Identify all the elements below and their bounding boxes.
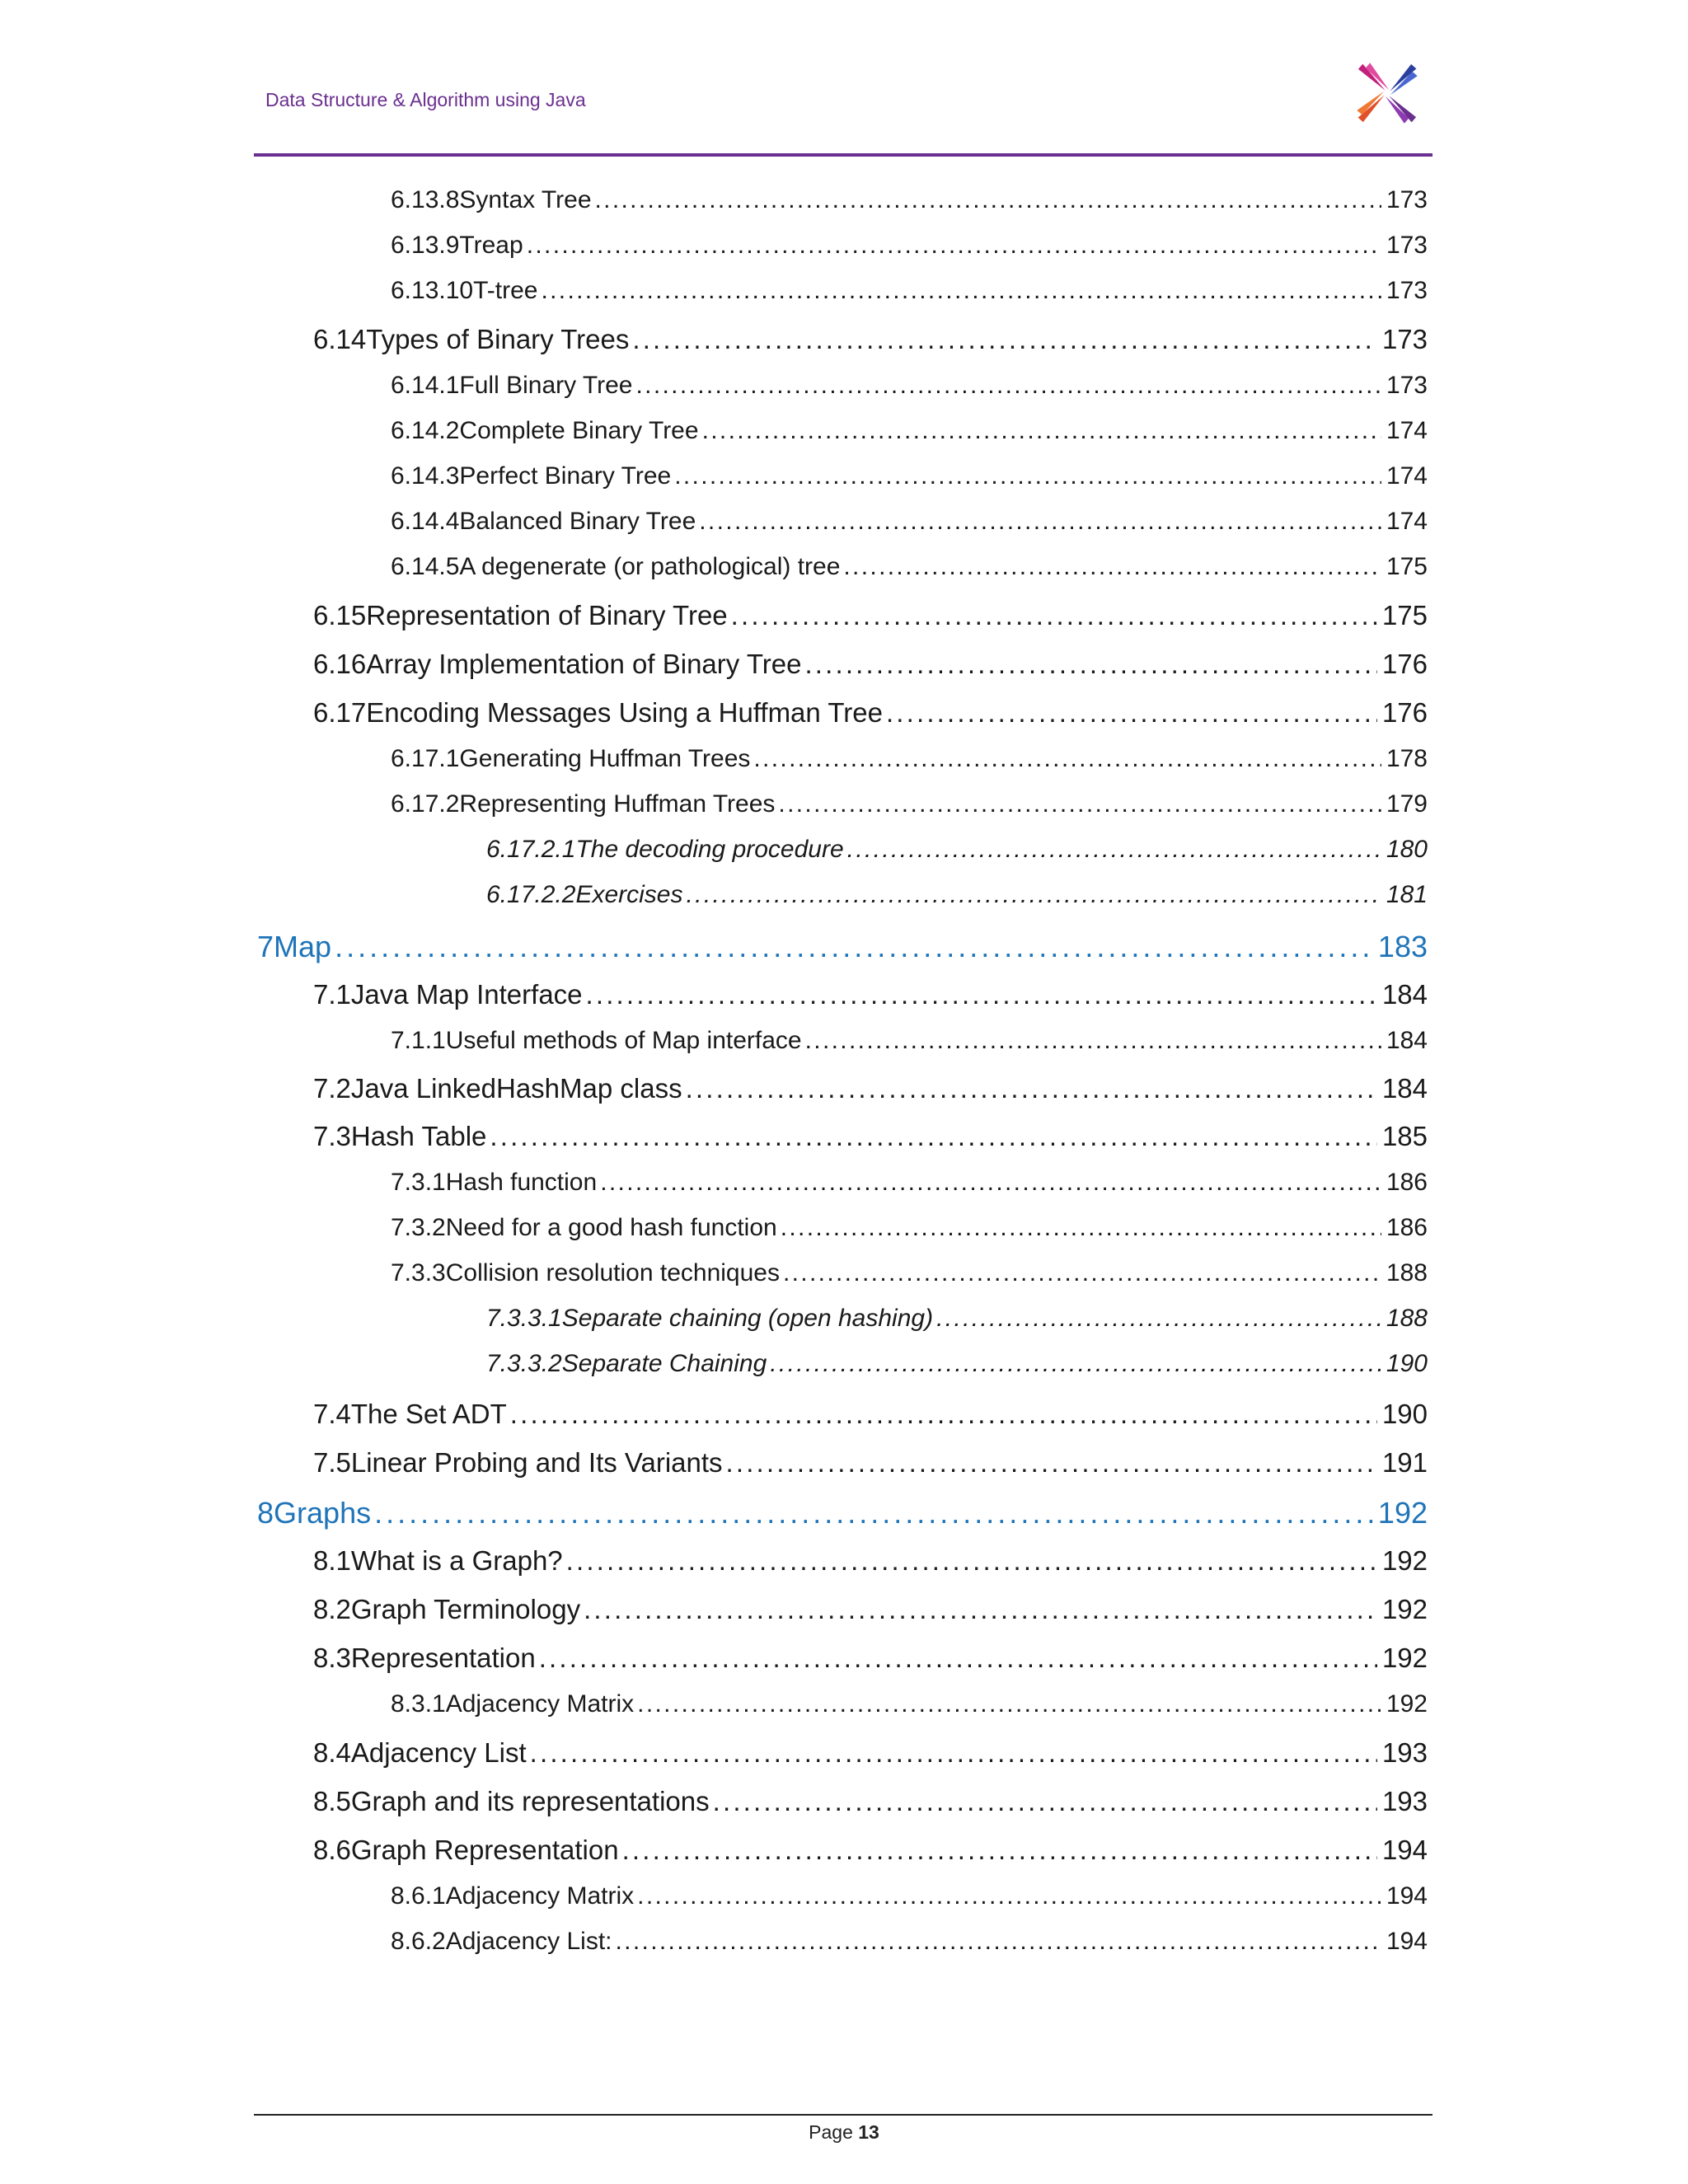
toc-entry[interactable] bbox=[391, 372, 1428, 400]
toc-entry-title: Separate Chaining bbox=[561, 1350, 767, 1377]
toc-entry-number: 6.14 bbox=[313, 324, 367, 354]
toc-entry[interactable] bbox=[391, 508, 1428, 536]
toc-entry-page: 173 bbox=[1386, 186, 1428, 213]
toc-entry-number: 8 bbox=[257, 1496, 274, 1530]
toc-entry-number: 8.5 bbox=[313, 1786, 351, 1816]
toc-dot-leader bbox=[490, 1121, 1377, 1152]
toc-entry[interactable] bbox=[313, 1447, 1428, 1479]
toc-entry-title: Generating Huffman Trees bbox=[459, 745, 751, 772]
toc-entry-title: Graph and its representations bbox=[350, 1786, 710, 1816]
toc-entry-page: 192 bbox=[1381, 1594, 1428, 1624]
toc-entry-title: The decoding procedure bbox=[575, 836, 844, 863]
toc-entry-title: Perfect Binary Tree bbox=[459, 462, 672, 490]
toc-entry[interactable] bbox=[257, 930, 1428, 964]
toc-entry[interactable] bbox=[313, 324, 1428, 355]
toc-dot-leader bbox=[539, 1643, 1377, 1674]
toc-entry-title: Useful methods of Map interface bbox=[445, 1027, 802, 1054]
toc-entry-number: 6.14.3 bbox=[391, 462, 460, 490]
toc-dot-leader bbox=[622, 1835, 1377, 1866]
toc-entry-number: 8.4 bbox=[313, 1737, 351, 1768]
toc-dot-leader bbox=[783, 1259, 1381, 1287]
toc-dot-leader bbox=[847, 836, 1381, 864]
toc-dot-leader bbox=[374, 1496, 1373, 1530]
toc-entry[interactable] bbox=[313, 649, 1428, 680]
toc-entry-title: Graph Terminology bbox=[350, 1594, 581, 1624]
toc-dot-leader bbox=[600, 1169, 1381, 1197]
page-number: 13 bbox=[858, 2121, 879, 2143]
toc-entry-number: 6.16 bbox=[313, 649, 367, 679]
toc-entry-page: 174 bbox=[1386, 508, 1428, 535]
toc-dot-leader bbox=[886, 697, 1377, 729]
page-label: Page bbox=[809, 2121, 853, 2143]
toc-entry-page: 193 bbox=[1381, 1737, 1428, 1768]
toc-entry-number: 6.13.8 bbox=[391, 186, 460, 213]
toc-entry-page: 175 bbox=[1381, 600, 1428, 630]
toc-dot-leader bbox=[527, 232, 1381, 260]
toc-entry[interactable] bbox=[313, 1737, 1428, 1769]
toc-dot-leader bbox=[586, 979, 1377, 1010]
toc-entry-title: Encoding Messages Using a Huffman Tree bbox=[366, 697, 883, 728]
toc-entry-title: Types of Binary Trees bbox=[366, 324, 630, 354]
toc-entry[interactable] bbox=[313, 697, 1428, 729]
toc-entry-page: 193 bbox=[1381, 1786, 1428, 1816]
toc-entry-number: 7.3.3.2 bbox=[486, 1350, 562, 1377]
toc-dot-leader bbox=[726, 1447, 1377, 1479]
toc-entry[interactable] bbox=[313, 1594, 1428, 1625]
toc-entry-title: Collision resolution techniques bbox=[445, 1259, 780, 1286]
toc-entry-number: 6.15 bbox=[313, 600, 367, 630]
toc-entry[interactable] bbox=[391, 1882, 1428, 1910]
toc-entry[interactable] bbox=[391, 1169, 1428, 1197]
toc-entry-number: 6.17 bbox=[313, 697, 367, 728]
toc-dot-leader bbox=[778, 790, 1381, 818]
toc-dot-leader bbox=[702, 417, 1381, 445]
toc-dot-leader bbox=[804, 649, 1376, 680]
toc-dot-leader bbox=[843, 553, 1381, 581]
toc-entry-title: Syntax Tree bbox=[459, 186, 592, 213]
toc-dot-leader bbox=[805, 1027, 1381, 1055]
toc-dot-leader bbox=[713, 1786, 1377, 1817]
toc-entry-title: Representing Huffman Trees bbox=[459, 790, 776, 818]
toc-entry[interactable] bbox=[391, 553, 1428, 581]
toc-entry[interactable] bbox=[391, 462, 1428, 490]
toc-entry-page: 173 bbox=[1386, 372, 1428, 399]
toc-dot-leader bbox=[699, 508, 1381, 536]
toc-entry-page: 173 bbox=[1381, 324, 1428, 354]
toc-entry-page: 178 bbox=[1386, 745, 1428, 772]
toc-dot-leader bbox=[781, 1214, 1381, 1242]
toc-entry-page: 174 bbox=[1386, 462, 1428, 490]
toc-entry-title: Hash Table bbox=[350, 1121, 487, 1151]
toc-entry-page: 190 bbox=[1381, 1399, 1428, 1429]
toc-entry-number: 7.3 bbox=[313, 1121, 351, 1151]
toc-entry[interactable] bbox=[391, 186, 1428, 214]
toc-dot-leader bbox=[632, 324, 1377, 355]
toc-entry-page: 175 bbox=[1386, 553, 1428, 580]
toc-entry-title: Java LinkedHashMap class bbox=[350, 1073, 682, 1104]
toc-entry-page: 174 bbox=[1386, 417, 1428, 444]
toc-dot-leader bbox=[686, 881, 1381, 909]
toc-entry-number: 6.17.2.2 bbox=[486, 881, 576, 908]
toc-entry-number: 8.6.1 bbox=[391, 1882, 446, 1910]
toc-entry[interactable] bbox=[486, 836, 1428, 864]
toc-entry-title: Graph Representation bbox=[350, 1835, 619, 1865]
toc-entry[interactable] bbox=[391, 1690, 1428, 1718]
toc-entry-title: Adjacency List: bbox=[445, 1928, 612, 1955]
toc-entry[interactable] bbox=[391, 1027, 1428, 1055]
toc-entry[interactable] bbox=[313, 1399, 1428, 1430]
toc-entry-title: Representation of Binary Tree bbox=[366, 600, 728, 630]
toc-dot-leader bbox=[936, 1305, 1381, 1333]
toc-entry-page: 176 bbox=[1381, 649, 1428, 679]
toc-entry[interactable] bbox=[486, 1305, 1428, 1333]
toc-entry-number: 8.1 bbox=[313, 1545, 351, 1576]
toc-entry-page: 194 bbox=[1386, 1882, 1428, 1910]
toc-entry-number: 8.3 bbox=[313, 1643, 351, 1673]
toc-entry-number: 6.17.2.1 bbox=[486, 836, 576, 863]
toc-dot-leader bbox=[566, 1545, 1377, 1577]
toc-entry-page: 192 bbox=[1381, 1643, 1428, 1673]
toc-dot-leader bbox=[595, 186, 1381, 214]
toc-entry-title: Hash function bbox=[445, 1169, 598, 1196]
toc-entry-page: 191 bbox=[1381, 1447, 1428, 1478]
toc-entry-title: The Set ADT bbox=[350, 1399, 507, 1429]
toc-entry-number: 6.13.9 bbox=[391, 232, 460, 259]
toc-entry[interactable] bbox=[313, 1121, 1428, 1152]
toc-entry-page: 184 bbox=[1381, 1073, 1428, 1104]
toc-entry-number: 7.3.1 bbox=[391, 1169, 446, 1196]
toc-dot-leader bbox=[541, 277, 1381, 305]
toc-entry[interactable] bbox=[313, 1835, 1428, 1866]
toc-entry-title: Complete Binary Tree bbox=[459, 417, 699, 444]
toc-entry-title: T-tree bbox=[473, 277, 538, 304]
toc-entry-title: Graphs bbox=[274, 1496, 372, 1530]
toc-entry-title: Treap bbox=[459, 232, 523, 259]
toc-entry-page: 190 bbox=[1386, 1350, 1428, 1377]
toc-entry-title: Representation bbox=[350, 1643, 536, 1673]
toc-entry-page: 185 bbox=[1381, 1121, 1428, 1151]
toc-dot-leader bbox=[530, 1737, 1377, 1769]
toc-dot-leader bbox=[731, 600, 1377, 631]
toc-entry-page: 173 bbox=[1386, 232, 1428, 259]
toc-entry-page: 181 bbox=[1386, 881, 1428, 908]
toc-entry-page: 179 bbox=[1386, 790, 1428, 818]
toc-dot-leader bbox=[637, 1882, 1381, 1910]
toc-entry-page: 173 bbox=[1386, 277, 1428, 304]
toc-entry-page: 194 bbox=[1386, 1928, 1428, 1955]
toc-entry-page: 188 bbox=[1386, 1305, 1428, 1332]
toc-entry-number: 6.13.10 bbox=[391, 277, 474, 304]
toc-entry[interactable] bbox=[391, 745, 1428, 773]
toc-entry-title: Java Map Interface bbox=[350, 979, 583, 1010]
toc-entry-number: 7.5 bbox=[313, 1447, 351, 1478]
toc-entry-number: 8.6.2 bbox=[391, 1928, 446, 1955]
toc-dot-leader bbox=[770, 1350, 1381, 1378]
toc-entry-title: A degenerate (or pathological) tree bbox=[459, 553, 841, 580]
toc-entry-page: 186 bbox=[1386, 1214, 1428, 1241]
toc-entry-number: 6.14.4 bbox=[391, 508, 460, 535]
toc-entry[interactable] bbox=[257, 1496, 1428, 1530]
toc-entry-number: 7.1 bbox=[313, 979, 351, 1010]
toc-entry-page: 183 bbox=[1377, 930, 1428, 963]
toc-entry-number: 7.1.1 bbox=[391, 1027, 446, 1054]
toc-entry-title: What is a Graph? bbox=[350, 1545, 563, 1576]
toc-entry-page: 186 bbox=[1386, 1169, 1428, 1196]
toc-dot-leader bbox=[674, 462, 1381, 490]
toc-entry-page: 184 bbox=[1386, 1027, 1428, 1054]
toc-dot-leader bbox=[753, 745, 1381, 773]
toc-entry[interactable] bbox=[391, 277, 1428, 305]
toc-dot-leader bbox=[335, 930, 1373, 964]
toc-dot-leader bbox=[584, 1594, 1377, 1625]
toc-entry-page: 180 bbox=[1386, 836, 1428, 863]
toc-entry[interactable] bbox=[391, 232, 1428, 260]
toc-entry[interactable] bbox=[313, 979, 1428, 1010]
toc-entry-title: Balanced Binary Tree bbox=[459, 508, 696, 535]
toc-entry[interactable] bbox=[391, 1928, 1428, 1956]
toc-entry-number: 8.3.1 bbox=[391, 1690, 446, 1718]
toc-entry-number: 6.14.5 bbox=[391, 553, 460, 580]
toc-entry-page: 184 bbox=[1381, 979, 1428, 1010]
toc-entry-number: 6.17.2 bbox=[391, 790, 460, 818]
toc-dot-leader bbox=[616, 1928, 1381, 1956]
toc-entry-number: 7.3.3.1 bbox=[486, 1305, 562, 1332]
toc-entry[interactable] bbox=[486, 1350, 1428, 1378]
toc-entry-number: 6.14.1 bbox=[391, 372, 460, 399]
toc-entry-number: 7.3.2 bbox=[391, 1214, 446, 1241]
header-title: Data Structure & Algorithm using Java bbox=[265, 89, 586, 110]
toc-entry[interactable] bbox=[313, 600, 1428, 631]
toc-entry-page: 192 bbox=[1377, 1496, 1428, 1530]
toc-entry-number: 7.2 bbox=[313, 1073, 351, 1104]
toc-entry[interactable] bbox=[391, 790, 1428, 818]
toc-dot-leader bbox=[686, 1073, 1377, 1104]
toc-entry-number: 7.3.3 bbox=[391, 1259, 446, 1286]
toc-dot-leader bbox=[637, 1690, 1381, 1718]
toc-entry-number: 8.2 bbox=[313, 1594, 351, 1624]
toc-entry-title: Adjacency Matrix bbox=[445, 1882, 635, 1910]
toc-entry[interactable] bbox=[391, 1259, 1428, 1287]
toc-entry-number: 8.6 bbox=[313, 1835, 351, 1865]
toc-entry-title: Array Implementation of Binary Tree bbox=[366, 649, 802, 679]
toc-entry[interactable] bbox=[313, 1073, 1428, 1104]
toc-entry-page: 192 bbox=[1386, 1690, 1428, 1718]
toc-entry[interactable] bbox=[391, 1214, 1428, 1242]
toc-entry-page: 188 bbox=[1386, 1259, 1428, 1286]
toc-dot-leader bbox=[636, 372, 1381, 400]
toc-entry-title: Separate chaining (open hashing) bbox=[561, 1305, 934, 1332]
toc-entry[interactable] bbox=[313, 1786, 1428, 1817]
toc-entry-title: Adjacency Matrix bbox=[445, 1690, 635, 1718]
toc-dot-leader bbox=[510, 1399, 1377, 1430]
toc-entry-title: Exercises bbox=[575, 881, 683, 908]
toc-entry-title: Full Binary Tree bbox=[459, 372, 633, 399]
toc-entry-title: Map bbox=[274, 930, 332, 963]
toc-entry[interactable] bbox=[486, 881, 1428, 909]
toc-entry[interactable] bbox=[313, 1545, 1428, 1577]
toc-entry-number: 7 bbox=[257, 930, 274, 963]
toc-entry[interactable] bbox=[391, 417, 1428, 445]
page-footer bbox=[0, 2121, 1688, 2144]
toc-entry-number: 6.17.1 bbox=[391, 745, 460, 772]
toc-entry-number: 6.14.2 bbox=[391, 417, 460, 444]
toc-entry-title: Need for a good hash function bbox=[445, 1214, 777, 1241]
toc-entry-page: 192 bbox=[1381, 1545, 1428, 1576]
toc-entry-title: Adjacency List bbox=[350, 1737, 527, 1768]
toc-entry[interactable] bbox=[313, 1643, 1428, 1674]
toc-entry-title: Linear Probing and Its Variants bbox=[350, 1447, 723, 1478]
toc-entry-number: 7.4 bbox=[313, 1399, 351, 1429]
footer-divider bbox=[254, 2114, 1432, 2116]
toc-entry-page: 194 bbox=[1381, 1835, 1428, 1865]
toc-entry-page: 176 bbox=[1381, 697, 1428, 728]
